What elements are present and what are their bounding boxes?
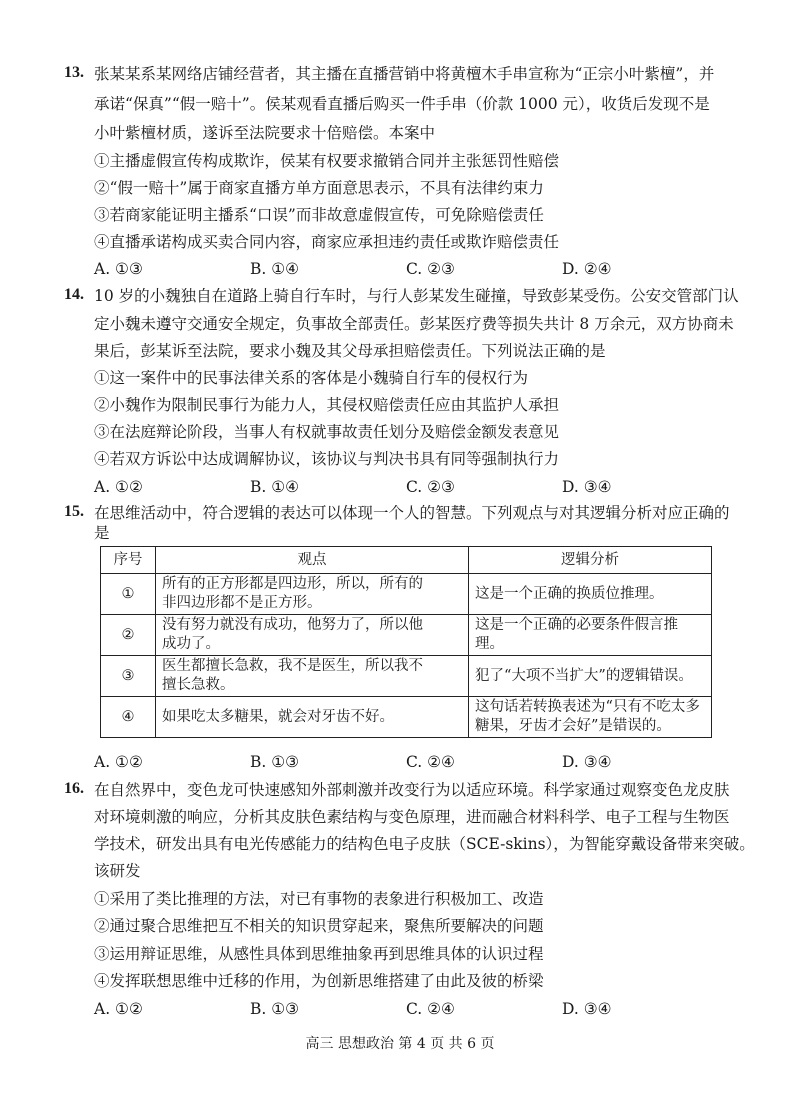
- option-c[interactable]: C. ②③: [406, 260, 455, 278]
- row-view-line: 非四边形都不是正方形。: [162, 595, 322, 611]
- option-c[interactable]: C. ②④: [406, 753, 455, 771]
- row-analysis-line: 这句话若转换表述为“只有不吃太多: [475, 699, 700, 715]
- row-view-line: 擅长急救。: [162, 677, 235, 693]
- table-row: [101, 574, 712, 615]
- row-view: [156, 697, 469, 738]
- row-index: ③: [101, 656, 156, 697]
- statement-1: ①主播虚假宣传构成欺诈，侯某有权要求撤销合同并主张惩罚性赔偿: [94, 152, 560, 170]
- option-d[interactable]: D. ②④: [562, 260, 612, 278]
- row-analysis-line: 这是一个正确的换质位推理。: [475, 585, 664, 602]
- statement-3: ③运用辩证思维，从感性具体到思维抽象再到思维具体的认识过程: [94, 945, 544, 963]
- question-stem-line: 小叶紫檀材质，遂诉至法院要求十倍赔偿。本案中: [94, 124, 436, 142]
- row-analysis: [469, 574, 712, 615]
- question-stem-line: 张某某系某网络店铺经营者，其主播在直播营销中将黄檀木手串宣称为“正宗小叶紫檀”，并: [94, 65, 715, 83]
- question-number: 15.: [64, 503, 84, 520]
- option-a[interactable]: A. ①②: [94, 1000, 143, 1018]
- question-stem-line: 10 岁的小魏独自在道路上骑自行车时，与行人彭某发生碰撞，导致彭某受伤。公安交管部门认: [94, 287, 739, 305]
- row-analysis: [469, 615, 712, 656]
- question-stem-line: 是: [94, 524, 110, 542]
- option-b[interactable]: B. ①④: [250, 478, 300, 496]
- row-index: ②: [101, 615, 156, 656]
- option-c[interactable]: C. ②③: [406, 478, 455, 496]
- question-number: 13.: [64, 64, 84, 81]
- statement-1: ①这一案件中的民事法律关系的客体是小魏骑自行车的侵权行为: [94, 369, 529, 387]
- question-number: 14.: [64, 286, 84, 303]
- header-index: 序号: [101, 547, 156, 574]
- question-stem-line: 在思维活动中，符合逻辑的表达可以体现一个人的智慧。下列观点与对其逻辑分析对应正确的: [94, 504, 730, 522]
- statement-2: ②“假一赔十”属于商家直播方单方面意思表示，不具有法律约束力: [94, 179, 544, 197]
- row-index: ①: [101, 574, 156, 615]
- table-row: [101, 656, 712, 697]
- question-stem-line: 定小魏未遵守交通安全规定，负事故全部责任。彭某医疗费等损失共计 8 万余元，双方协商未: [94, 315, 734, 333]
- row-analysis-line: 犯了“大项不当扩大”的逻辑错误。: [475, 667, 693, 684]
- option-a[interactable]: A. ①②: [94, 478, 143, 496]
- question-stem-line: 果后，彭某诉至法院，要求小魏及其父母承担赔偿责任。下列说法正确的是: [94, 342, 606, 360]
- option-d[interactable]: D. ③④: [562, 753, 612, 771]
- statement-2: ②小魏作为限制民事行为能力人，其侵权赔偿责任应由其监护人承担: [94, 396, 560, 414]
- row-analysis: [469, 656, 712, 697]
- row-index: ④: [101, 697, 156, 738]
- row-view-line: 所有的正方形都是四边形，所以，所有的: [162, 576, 423, 592]
- row-view: [156, 615, 469, 656]
- page-footer: 高三 思想政治 第 4 页 共 6 页: [305, 1036, 495, 1052]
- header-analysis: 逻辑分析: [469, 547, 712, 574]
- option-b[interactable]: B. ①③: [250, 1000, 300, 1018]
- table-row: [101, 615, 712, 656]
- row-view: [156, 656, 469, 697]
- option-a[interactable]: A. ①③: [94, 260, 143, 278]
- statement-3: ③在法庭辩论阶段，当事人有权就事故责任划分及赔偿金额发表意见: [94, 423, 560, 441]
- row-view-line: 如果吃太多糖果，就会对牙齿不好。: [162, 708, 394, 725]
- option-c[interactable]: C. ②④: [406, 1000, 455, 1018]
- row-view-line: 没有努力就没有成功，他努力了，所以他: [162, 617, 423, 633]
- table-header-row: [101, 547, 712, 574]
- statement-2: ②通过聚合思维把互不相关的知识贯穿起来，聚焦所要解决的问题: [94, 917, 544, 935]
- option-b[interactable]: B. ①③: [250, 753, 300, 771]
- question-stem-line: 承诺“保真”“假一赔十”。侯某观看直播后购买一件手串（价款 1000 元），收货后发现不是: [94, 95, 710, 113]
- question-stem-line: 该研发: [94, 862, 141, 880]
- statement-1: ①采用了类比推理的方法，对已有事物的表象进行积极加工、改造: [94, 890, 544, 908]
- header-view: 观点: [156, 547, 469, 574]
- table-row: [101, 697, 712, 738]
- option-d[interactable]: D. ③④: [562, 1000, 612, 1018]
- question-stem-line: 在自然界中，变色龙可快速感知外部刺激并改变行为以适应环境。科学家通过观察变色龙皮肤: [94, 781, 730, 799]
- statement-3: ③若商家能证明主播系“口误”而非故意虚假宣传，可免除赔偿责任: [94, 206, 544, 224]
- statement-4: ④若双方诉讼中达成调解协议，该协议与判决书具有同等强制执行力: [94, 450, 560, 468]
- row-view-line: 医生都擅长急救，我不是医生，所以我不: [162, 658, 423, 674]
- logic-table: [100, 546, 712, 738]
- statement-4: ④直播承诺构成买卖合同内容，商家应承担违约责任或欺诈赔偿责任: [94, 233, 560, 251]
- row-view-line: 成功了。: [162, 636, 220, 652]
- question-number: 16.: [64, 780, 84, 797]
- row-analysis: [469, 697, 712, 738]
- statement-4: ④发挥联想思维中迁移的作用，为创新思维搭建了由此及彼的桥梁: [94, 972, 544, 990]
- option-d[interactable]: D. ③④: [562, 478, 612, 496]
- question-stem-line: 学技术，研发出具有电光传感能力的结构色电子皮肤（SCE-skins），为智能穿戴设备带来突破。: [94, 835, 755, 853]
- option-b[interactable]: B. ①④: [250, 260, 300, 278]
- option-a[interactable]: A. ①②: [94, 753, 143, 771]
- row-analysis-line: 这是一个正确的必要条件假言推理。: [475, 617, 678, 652]
- question-stem-line: 对环境刺激的响应，分析其皮肤色素结构与变色原理，进而融合材料科学、电子工程与生物医: [94, 808, 730, 826]
- row-view: [156, 574, 469, 615]
- row-analysis-line: 糖果，牙齿才会好”是错误的。: [475, 718, 671, 734]
